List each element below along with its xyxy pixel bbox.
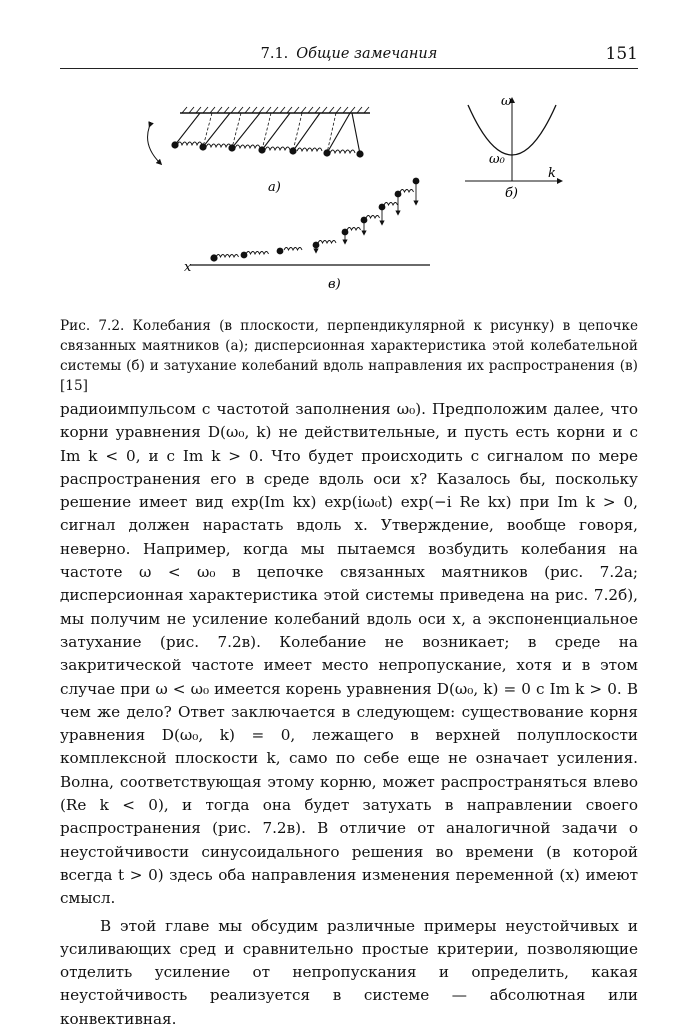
- x-axis-label: x: [184, 260, 192, 275]
- omega0-label: ω₀: [489, 152, 505, 167]
- chain-masses: [210, 178, 419, 262]
- paragraph: радиоимпульсом с частотой заполнения ω₀). Предположим далее, что корни уравнения D(ω₀, k) не действительные, и пусть есть корни и с Im k < 0, и с Im k > 0. Что будет происходить с сигналом по мере распространения его в среде вдоль оси x? Казалось бы, поскольку решение имеет вид exp(Im kx) exp(iω₀t) exp(−i Re kx) при Im k > 0, сигнал должен нарастать вдоль x. Утверждение, вообще говоря, неверно. Например, когда мы пытаемся возбудить колебания на частоте ω < ω₀ в цепочке связанных маятников (рис. 7.2а; дисперсионная характеристика этой системы приведена на рис. 7.2б), мы получим не усиление колебаний вдоль оси x, а экспоненциальное затухание (рис. 7.2в). Колебание не возникает; в среде на закритической частоте имеет место непропускание, хотя и в этом случае при ω < ω₀ имеется корень уравнения D(ω₀, k) = 0 с Im k > 0. В чем же дело? Ответ заключается в следующем: существование корня уравнения D(ω₀, k) = 0, лежащего в верхней полуплоскости комплексной плоскости k, само по себе еще не означает усиления. Волна, соответствующая этому корню, может распространяться влево (Re k < 0), и тогда она будет затухать в направлении своего распространения (рис. 7.2в). В отличие от аналогичной задачи о неустойчивости синусоидального решения во времени (в которой всегда t > 0) здесь оба направления изменения переменной (x) имеют смысл.: [60, 400, 638, 908]
- swing-arrow: [148, 125, 160, 163]
- panel-b-label: б): [505, 186, 519, 201]
- amplitude-arrows: [316, 181, 416, 251]
- figure-7-2: [120, 85, 580, 300]
- paragraph: В этой главе мы обсудим различные примеры неустойчивых и усиливающих сред и сравнительно простые критерии, позволяющие отделить усиление от непропускания и определить, какая неустойчивость реализуется в системе — абсолютная или конвективная.: [60, 916, 638, 1028]
- panel-b-dispersion-plot: [465, 94, 560, 201]
- ceiling-hatching: [182, 107, 369, 113]
- header-rule: [60, 68, 638, 69]
- coupling-springs-a: [177, 142, 322, 151]
- panel-c-label: в): [328, 277, 341, 292]
- header-title-block: [60, 46, 638, 62]
- omega-axis-label: ω: [501, 94, 512, 109]
- panel-a-label: а): [268, 180, 281, 195]
- panel-c-decay-chain: [184, 178, 430, 292]
- header-section-number: 7.1.: [260, 46, 289, 62]
- running-header: [60, 44, 638, 68]
- figure-caption: Рис. 7.2. Колебания (в плоскости, перпендикулярной к рисунку) в цепочке связанных маятников (а); дисперсионная характеристика этой колебательной системы (б) и затухание колебаний вдоль направления их распространения (в) [15]: [60, 318, 638, 394]
- figure-7-2-drawing: [120, 85, 580, 300]
- pendulum-bobs: [171, 141, 363, 157]
- k-axis-label: k: [548, 166, 556, 181]
- page-number: 151: [605, 44, 638, 64]
- panel-a-pendulum-chain: [148, 107, 370, 195]
- body-text: [60, 398, 638, 1031]
- header-section-title: Общие замечания: [296, 46, 438, 62]
